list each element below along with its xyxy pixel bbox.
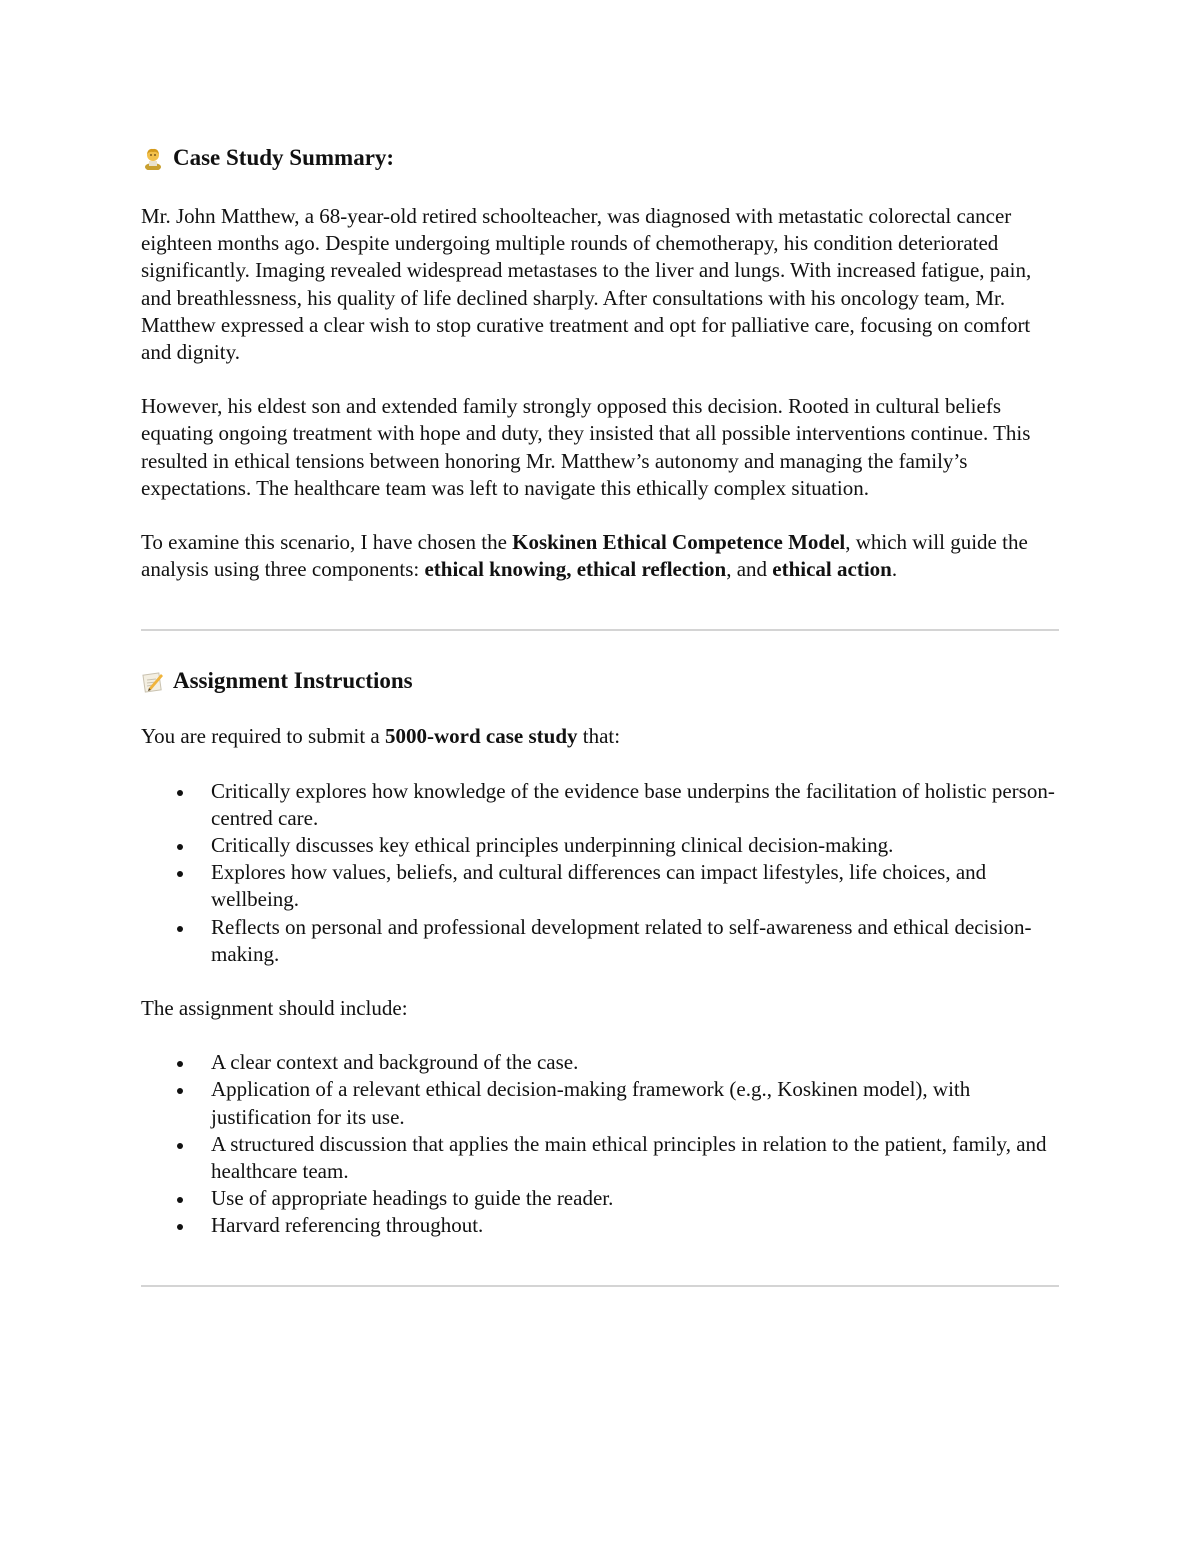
list-item-text: Explores how values, beliefs, and cultural differences can impact lifestyles, life choices, and wellbeing. <box>211 860 987 912</box>
list-item-text: Use of appropriate headings to guide the reader. <box>211 1186 614 1211</box>
bullet-icon <box>177 1088 183 1094</box>
bullet-icon <box>177 1061 183 1067</box>
list-item <box>211 832 1059 859</box>
bullet-icon <box>177 926 183 932</box>
list-item-text: Critically discusses key ethical principles underpinning clinical decision-making. <box>211 833 894 858</box>
requirements-list <box>141 778 1059 968</box>
bullet-icon <box>177 1143 183 1149</box>
list-item-text: A clear context and background of the case. <box>211 1050 579 1075</box>
summary-paragraph-2: However, his eldest son and extended family strongly opposed this decision. Rooted in cultural beliefs equating ongoing treatment with hope and duty, they insisted that all possible interventions continue. This resulted in ethical tensions between honoring Mr. Matthew’s autonomy and managing the family’s expectations. The healthcare team was left to navigate this ethically complex situation. <box>141 394 1031 500</box>
assignment-intro <box>141 723 1059 750</box>
paragraph-3-text-3: , and <box>726 557 773 582</box>
include-list <box>141 1049 1059 1239</box>
list-item <box>211 778 1059 832</box>
include-intro: The assignment should include: <box>141 996 408 1021</box>
assignment-instructions-heading-text: Assignment Instructions <box>173 668 413 694</box>
document-page <box>141 138 1059 1287</box>
ethical-action-bold: ethical action <box>772 557 892 582</box>
summary-paragraph-1: Mr. John Matthew, a 68-year-old retired schoolteacher, was diagnosed with metastatic colorectal cancer eighteen months ago. Despite undergoing multiple rounds of chemotherapy, his condition deteriorated significantly. Imaging revealed widespread metastases to the liver and lungs. With increased fatigue, pain, and breathlessness, his quality of life declined sharply. After consultations with his oncology team, Mr. Matthew expressed a clear wish to stop curative treatment and opt for palliative care, focusing on comfort and dignity. <box>141 204 1032 365</box>
bullet-icon <box>177 1197 183 1203</box>
case-study-summary-heading-text: Case Study Summary: <box>173 145 395 170</box>
case-study-summary-heading <box>141 138 1059 178</box>
summary-paragraph-3 <box>141 529 1059 583</box>
list-item <box>211 1049 1059 1076</box>
components-bold: ethical knowing, ethical reflection <box>424 557 727 582</box>
paragraph-3-text-1: To examine this scenario, I have chosen the <box>141 530 513 555</box>
bullet-icon <box>177 871 183 877</box>
list-item <box>211 1076 1059 1130</box>
memo-pencil-emoji-icon <box>141 669 165 693</box>
person-emoji-icon <box>141 146 165 170</box>
list-item-text: Harvard referencing throughout. <box>211 1213 484 1238</box>
list-item <box>211 1131 1059 1185</box>
bullet-icon <box>177 1224 183 1230</box>
model-name-bold: Koskinen Ethical Competence Model <box>512 530 846 555</box>
list-item <box>211 914 1059 968</box>
paragraph-3-text-4: . <box>891 557 898 582</box>
intro-text-2: that: <box>577 724 621 749</box>
section-divider-1 <box>141 629 1059 631</box>
list-item <box>211 859 1059 913</box>
list-item <box>211 1212 1059 1239</box>
assignment-instructions-heading <box>141 661 1059 701</box>
section-divider-2 <box>141 1285 1059 1287</box>
list-item <box>211 1185 1059 1212</box>
list-item-text: Reflects on personal and professional development related to self-awareness and ethical decision-making. <box>211 914 1032 966</box>
bullet-icon <box>177 844 183 850</box>
list-item-text: A structured discussion that applies the main ethical principles in relation to the patient, family, and healthcare team. <box>211 1131 1047 1184</box>
list-item-text: Critically explores how knowledge of the evidence base underpins the facilitation of holistic person-centred care. <box>211 778 1055 830</box>
paragraph-3-text-2: , which will guide the analysis using three components: <box>141 530 1028 582</box>
list-item-text: Application of a relevant ethical decision-making framework (e.g., Koskinen model), with justification for its use. <box>211 1077 971 1129</box>
bullet-icon <box>177 790 183 796</box>
intro-text-1: You are required to submit a <box>141 724 385 749</box>
word-count-bold: 5000-word case study <box>385 724 578 749</box>
